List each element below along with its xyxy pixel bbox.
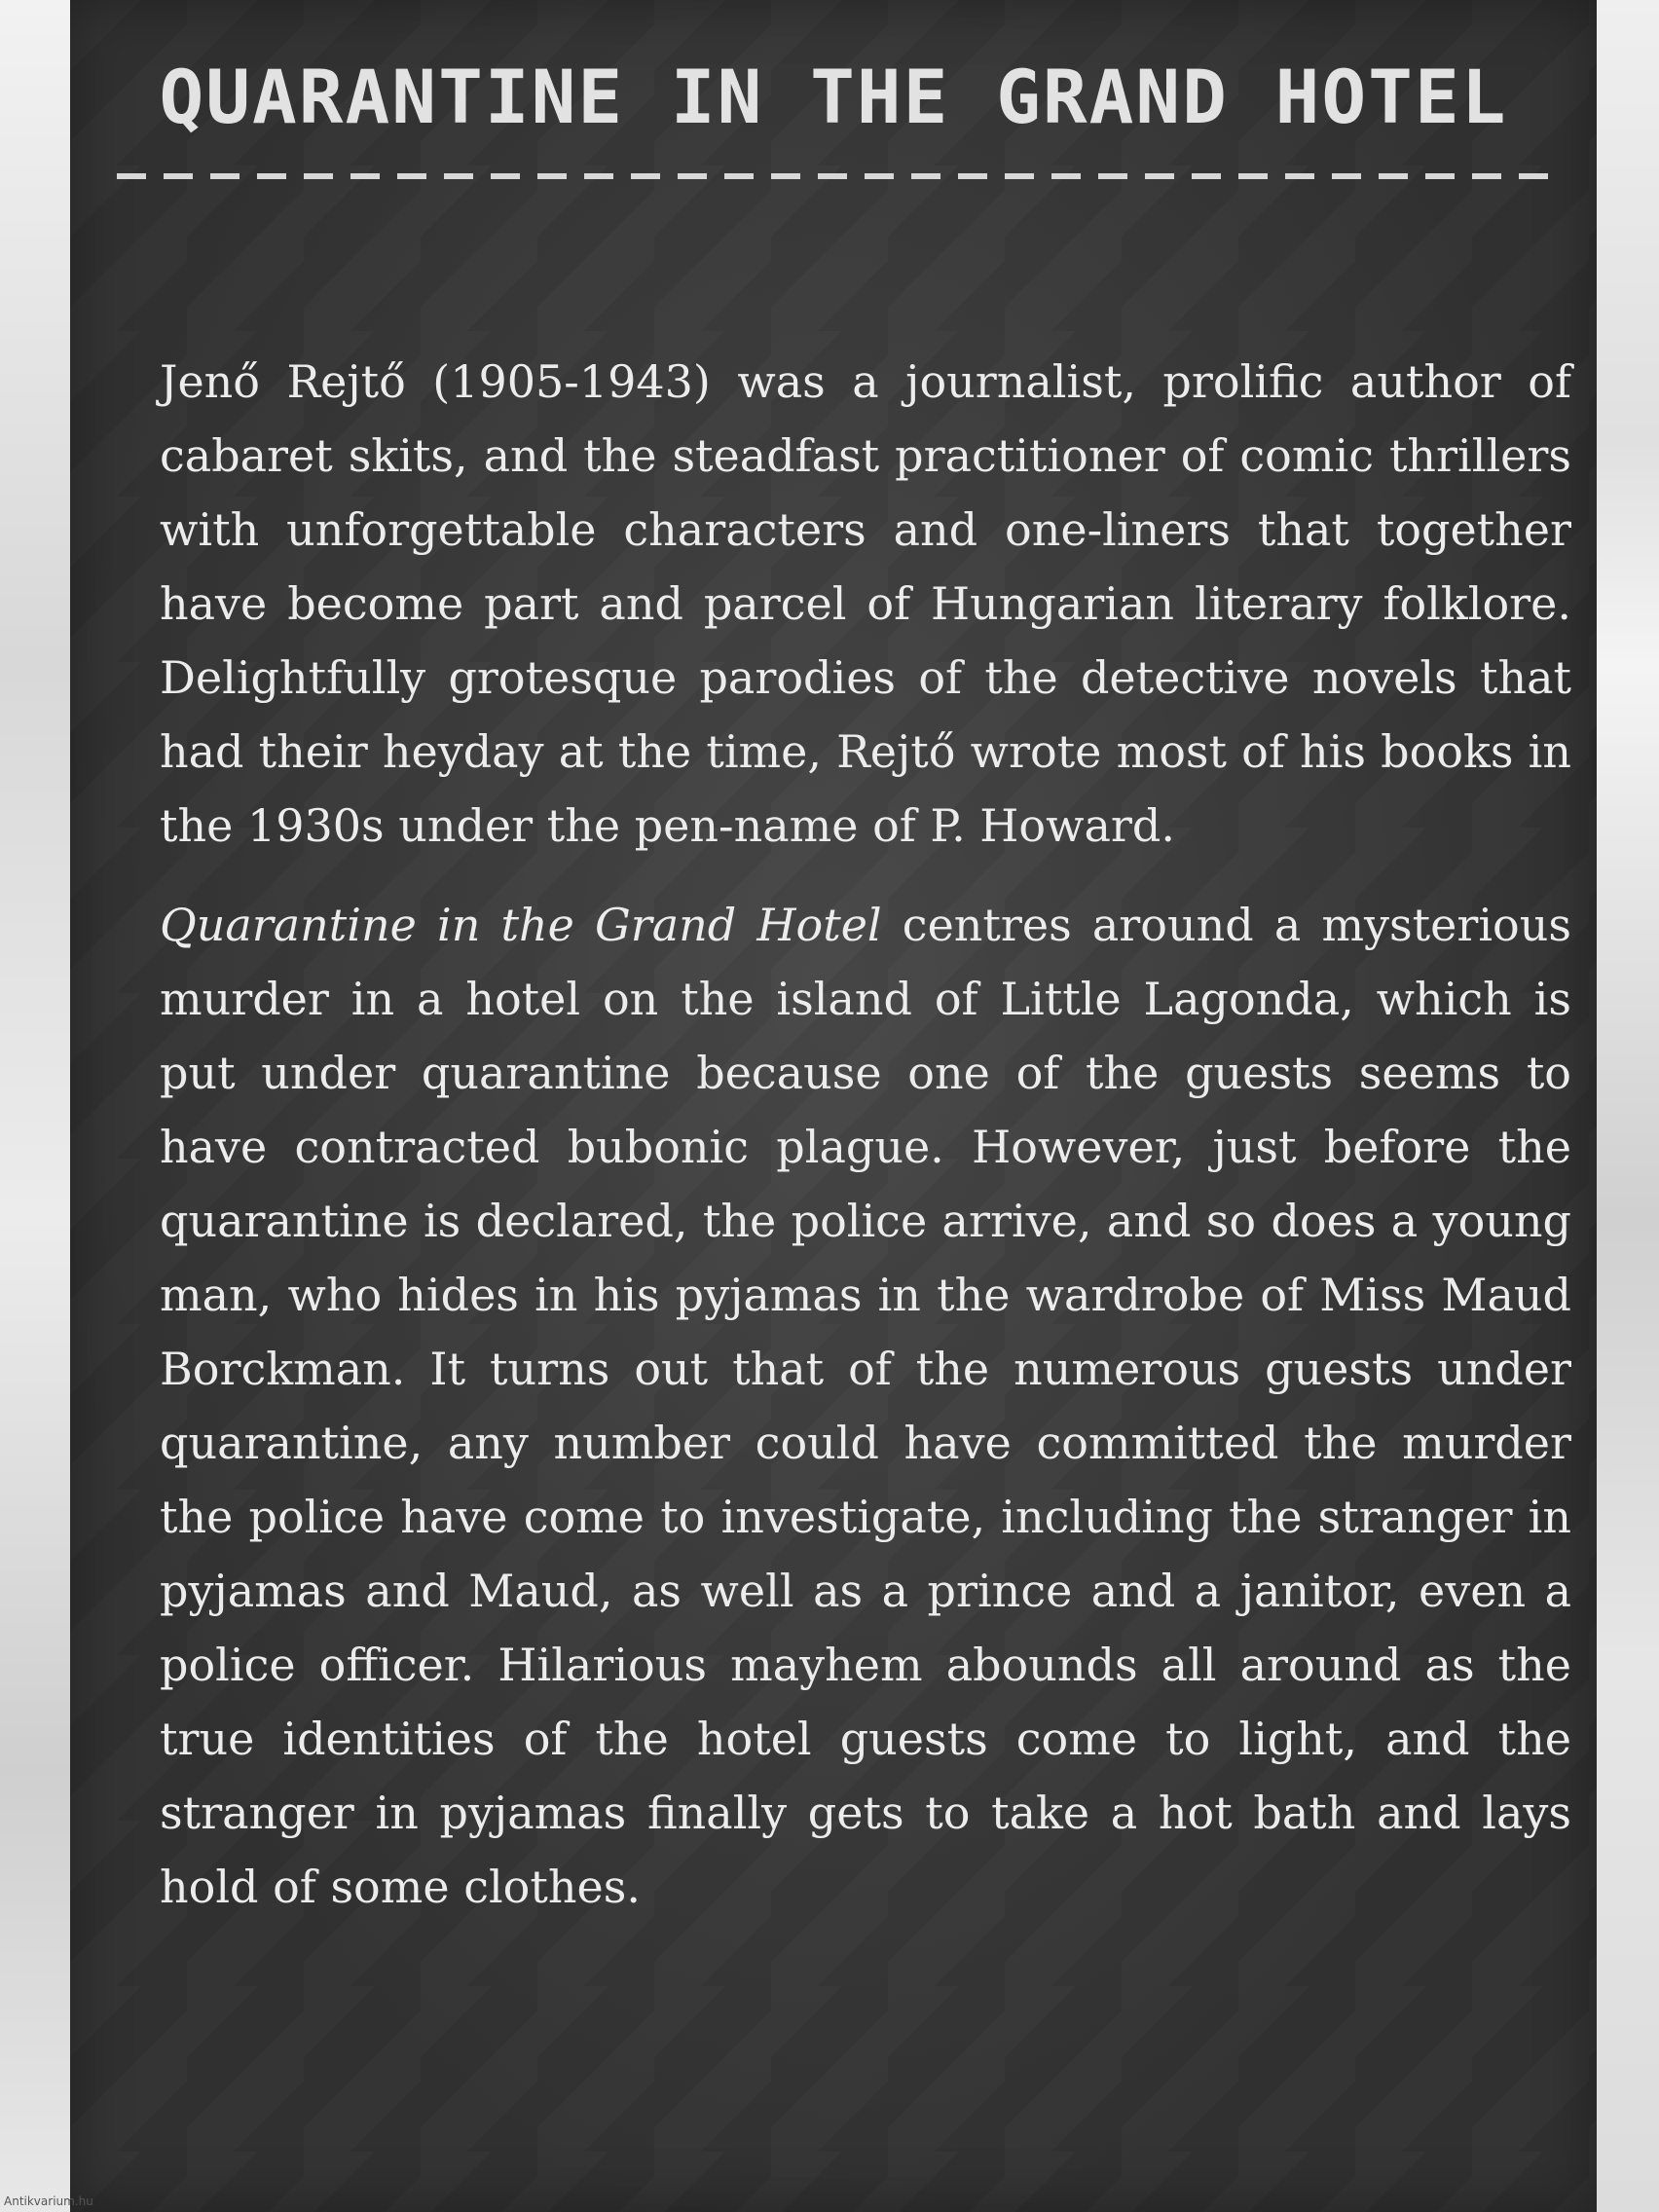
- synopsis-text: centres around a mysterious murder in a hotel on the island of Little Lagonda, which is put under quarantine because one of the guests seems to have contracted bubonic plague. However, just before the quarantine is declared, the police arrive, and so does a young man, who hides in his pyjamas in the wardrobe of Miss Maud Borckman. It turns out that of the numerous guests under quarantine, any number could have committed the murder the police have come to investigate, including the stranger in pyjamas and Maud, as well as a prince and a janitor, even a police officer. Hilarious mayhem abounds all around as the true identities of the hotel guests come to light, and the stranger in pyjamas finally gets to take a hot bath and lays hold of some clothes.: [160, 899, 1571, 1913]
- book-title-italic: Quarantine in the Grand Hotel: [160, 899, 882, 951]
- cover-panel: [70, 0, 1597, 2212]
- page-margin-left: [0, 0, 70, 2212]
- dashed-divider: [117, 173, 1548, 179]
- page-margin-right: [1597, 0, 1659, 2212]
- watermark-text: Antikvarium.hu: [4, 2194, 93, 2208]
- blurb-text: [160, 345, 1571, 1949]
- paragraph-synopsis: [160, 888, 1571, 1924]
- paragraph-author-bio: Jenő Rejtő (1905-1943) was a journalist, prolific author of cabaret skits, and the steadfast practitioner of comic thrillers with unforgettable characters and one-liners that together have become part and parcel of Hungarian literary folklore. Delightfully grotesque parodies of the detective novels that had their heyday at the time, Rejtő wrote most of his books in the 1930s under the pen-name of P. Howard.: [160, 355, 1571, 852]
- book-title: QUARANTINE IN THE GRAND HOTEL: [159, 54, 1508, 140]
